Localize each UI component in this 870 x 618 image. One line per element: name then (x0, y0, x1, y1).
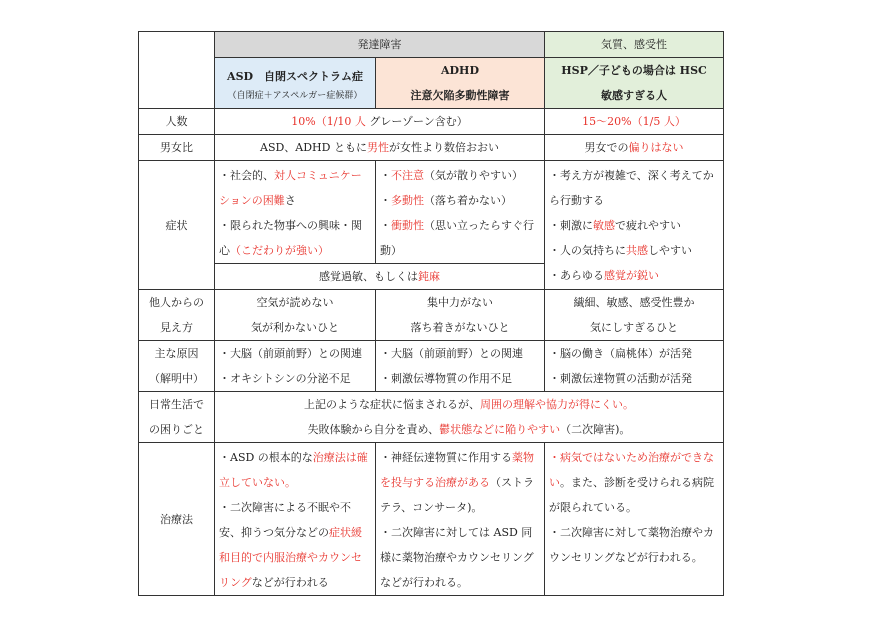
corner-cell (139, 32, 215, 109)
treatment-hsp-item: ・二次障害に対して薬物治療やカウンセリングなどが行われる。 (549, 526, 714, 564)
asd-header (215, 58, 376, 109)
population-label: 人数 (139, 109, 215, 135)
symptoms-label: 症状 (139, 161, 215, 290)
treatment-hsp (545, 443, 724, 596)
gender-dev-highlight: 男性 (366, 141, 389, 154)
causes-row (139, 341, 724, 392)
adhd-header (376, 58, 545, 109)
symptom-asd-item: ・限られた物事への興味・関心（こだわりが強い） (219, 219, 362, 257)
gender-hsp-highlight: 偏りはない (628, 141, 684, 154)
symptoms-asd (215, 161, 376, 264)
treatment-asd (215, 443, 376, 596)
gender-hsp (545, 135, 724, 161)
symptom-adhd-item: ・多動性（落ち着かない） (380, 194, 512, 207)
population-row (139, 109, 724, 135)
hsp-header (545, 58, 724, 109)
daily-row (139, 392, 724, 443)
treatment-row (139, 443, 724, 596)
causes-label (139, 341, 215, 392)
comparison-table (138, 31, 724, 596)
population-dev (215, 109, 545, 135)
gender-dev-text-a: ASD、ADHD ともに (260, 141, 367, 154)
perception-label-2: 見え方 (160, 321, 193, 334)
header-row-1 (139, 32, 724, 58)
header-row-2 (139, 58, 724, 109)
treatment-adhd-item: ・二次障害に対しては ASD 同様に薬物治療やカウンセリングなどが行われる。 (380, 526, 534, 589)
treatment-asd-item: ・ASD の根本的な治療法は確立していない。 (219, 451, 368, 489)
perception-adhd: 集中力がない 落ち着きがないひと (376, 290, 545, 341)
treatment-hsp-item: ・病気ではないため治療ができない。また、診断を受けられる病院が限られている。 (549, 451, 714, 514)
gender-dev (215, 135, 545, 161)
temperament-header: 気質、感受性 (545, 32, 724, 58)
treatment-label: 治療法 (139, 443, 215, 596)
adhd-subtitle: 注意欠陥多動性障害 (410, 89, 510, 102)
daily-content (215, 392, 724, 443)
asd-subtitle: （自閉症＋アスペルガー症候群） (227, 90, 363, 101)
symptoms-row (139, 161, 724, 264)
treatment-asd-item: ・二次障害による不眠や不安、抑うつ気分などの症状緩和目的で内服治療やカウンセリングなどが行われる (219, 501, 362, 589)
adhd-title: ADHD (440, 64, 479, 77)
gender-label: 男女比 (139, 135, 215, 161)
population-hsp: 15～20%（1/5 人） (545, 109, 724, 135)
daily-line-2: 失敗体験から自分を責め、鬱状態などに陥りやすい（二次障害)。 (307, 423, 631, 436)
hsp-title: HSP／子どもの場合は HSC (561, 64, 707, 77)
daily-label-1: 日常生活で (149, 398, 204, 411)
gender-row (139, 135, 724, 161)
dev-disorder-header: 発達障害 (215, 32, 545, 58)
daily-line-1: 上記のような症状に悩まされるが、周囲の理解や協力が得にくい。 (304, 398, 634, 411)
perception-label (139, 290, 215, 341)
causes-asd: ・大脳（前頭前野）との関連 ・オキシトシンの分泌不足 (215, 341, 376, 392)
gender-dev-text-b: が女性より数倍おおい (388, 141, 499, 154)
treatment-adhd (376, 443, 545, 596)
perception-row (139, 290, 724, 341)
shared-text: 感覚過敏、もしくは (319, 270, 418, 283)
causes-adhd: ・大脳（前頭前野）との関連 ・刺激伝導物質の作用不足 (376, 341, 545, 392)
symptom-adhd-item: ・衝動性（思い立ったらすぐ行動） (380, 219, 534, 257)
symptoms-shared (215, 264, 545, 290)
symptom-asd-item: ・社会的、対人コミュニケーションの困難さ (219, 169, 362, 207)
symptom-hsp-item: ・人の気持ちに共感しやすい (549, 244, 692, 257)
shared-highlight: 鈍麻 (418, 270, 440, 283)
perception-label-1: 他人からの (149, 296, 204, 309)
symptoms-adhd (376, 161, 545, 264)
daily-label (139, 392, 215, 443)
daily-label-2: の困りごと (149, 423, 204, 436)
population-dev-rest: グレーゾーン含む） (365, 115, 468, 128)
symptom-adhd-item: ・不注意（気が散りやすい） (380, 169, 523, 182)
treatment-adhd-item: ・神経伝達物質に作用する薬物を投与する治療がある（ストラテラ、コンサータ)。 (380, 451, 534, 514)
causes-label-2: （解明中） (149, 372, 204, 385)
population-dev-highlight: 10%（1/10 人 (291, 115, 366, 128)
gender-hsp-text: 男女での (584, 141, 629, 154)
perception-hsp: 繊細、敏感、感受性豊か 気にしすぎるひと (545, 290, 724, 341)
asd-title: ASD 自閉スペクトラム症 (227, 69, 363, 83)
causes-label-1: 主な原因 (154, 347, 199, 360)
perception-asd: 空気が読めない 気が利かないひと (215, 290, 376, 341)
symptoms-hsp (545, 161, 724, 290)
symptom-hsp-item: ・刺激に敏感で疲れやすい (549, 219, 681, 232)
hsp-subtitle: 敏感すぎる人 (601, 89, 667, 102)
symptom-hsp-item: ・あらゆる感覚が鋭い (549, 269, 659, 282)
symptom-hsp-item: ・考え方が複雑で、深く考えてから行動する (549, 169, 714, 207)
causes-hsp: ・脳の働き（扁桃体）が活発 ・刺激伝達物質の活動が活発 (545, 341, 724, 392)
